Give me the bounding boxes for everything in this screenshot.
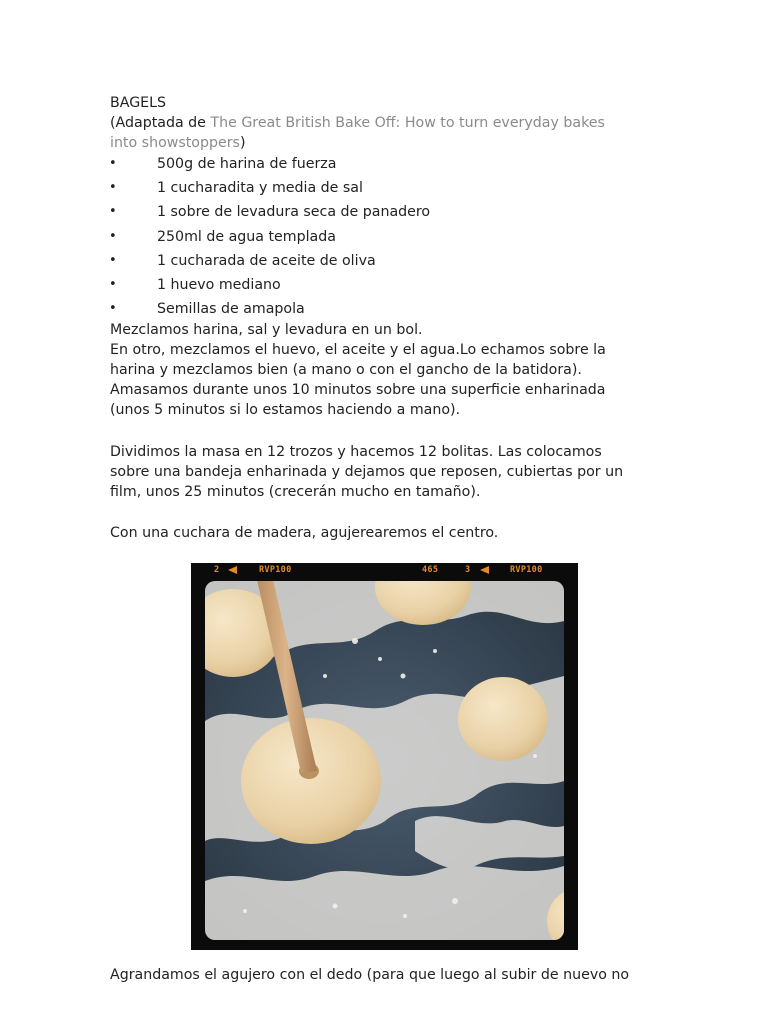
film-arrow-icon [228,566,237,574]
bullet-icon: • [109,253,117,268]
paragraph-line: harina y mezclamos bien (a mano o con el gancho de la batidora). [110,362,582,378]
bullet-icon: • [109,301,117,316]
ingredient-text: 1 cucharadita y media de sal [157,180,363,196]
ingredient-text: 1 sobre de levadura seca de panadero [157,204,431,220]
bagel-photo [191,563,578,950]
source-line-1 [110,113,605,133]
bullet-icon: • [109,277,117,292]
film-frame-number-left: 2 [214,565,220,575]
dough-ball [458,677,548,761]
photo-image [205,581,564,940]
film-arrow-icon [480,566,489,574]
method-paragraph-3: Con una cuchara de madera, agujerearemos el centro. [110,525,499,541]
paragraph-line: En otro, mezclamos el huevo, el aceite y el agua.Lo echamos sobre la [110,342,606,358]
ingredient-text: 1 huevo mediano [157,277,281,293]
method-paragraph-4: Agrandamos el agujero con el dedo (para que luego al subir de nuevo no [110,967,630,983]
film-counter: 465 [422,565,439,575]
ingredient-text: Semillas de amapola [157,301,305,317]
film-code-left: RVP100 [259,565,292,575]
source-book-link-continued[interactable]: into showstoppers [110,135,240,151]
film-code-right: RVP100 [510,565,543,575]
source-prefix: (Adaptada de [110,115,211,131]
bullet-icon: • [109,156,117,171]
source-line-2 [110,133,246,153]
source-suffix: ) [239,135,246,151]
paragraph-line: sobre una bandeja enharinada y dejamos que reposen, cubiertas por un [110,464,624,480]
bagel-dough [241,718,381,844]
ingredient-text: 250ml de agua templada [157,229,336,245]
film-frame-number-right: 3 [465,565,471,575]
paragraph-line: film, unos 25 minutos (crecerán mucho en tamaño). [110,484,481,500]
ingredient-text: 500g de harina de fuerza [157,156,337,172]
paragraph-line: Dividimos la masa en 12 trozos y hacemos 12 bolitas. Las colocamos [110,444,602,460]
source-book-link[interactable]: The Great British Bake Off: How to turn everyday bakes [210,115,605,131]
bullet-icon: • [109,180,117,195]
ingredient-text: 1 cucharada de aceite de oliva [157,253,376,269]
paragraph-line: (unos 5 minutos si lo estamos haciendo a mano). [110,402,461,418]
recipe-title: BAGELS [110,95,167,111]
bullet-icon: • [109,204,117,219]
paragraph-line: Amasamos durante unos 10 minutos sobre una superficie enharinada [110,382,606,398]
bullet-icon: • [109,229,117,244]
paragraph-line: Mezclamos harina, sal y levadura en un bol. [110,322,423,338]
